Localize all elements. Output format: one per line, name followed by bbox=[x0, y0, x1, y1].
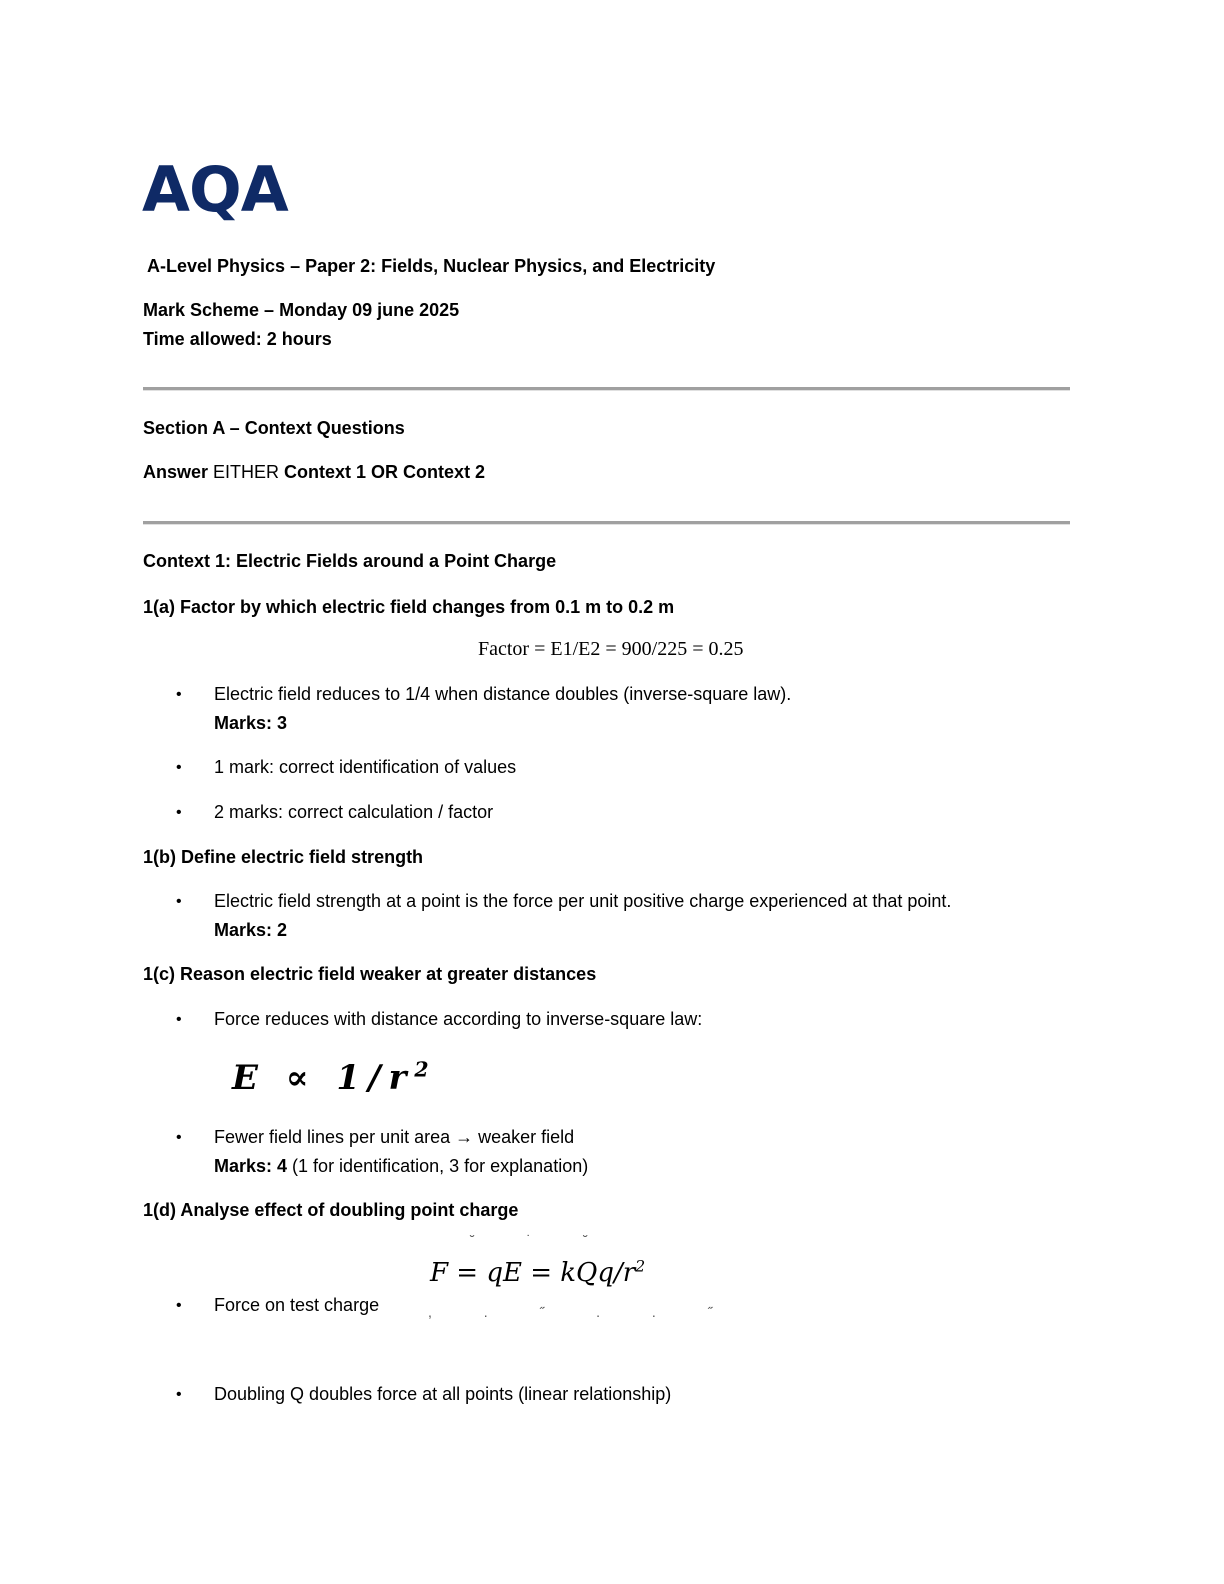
question-heading-1d: 1(d) Analyse effect of doubling point charge bbox=[143, 1200, 519, 1220]
instruction-rest: Context 1 OR Context 2 bbox=[284, 462, 486, 482]
question-heading-1b: 1(b) Define electric field strength bbox=[143, 847, 424, 867]
bullet-icon: • bbox=[176, 1386, 182, 1403]
marks-label: Marks: 4 bbox=[214, 1156, 288, 1176]
answer-text: Doubling Q doubles force at all points (linear relationship) bbox=[214, 1384, 672, 1404]
equation-exponent: 2 bbox=[414, 1057, 437, 1082]
section-instruction bbox=[143, 460, 485, 484]
answer-text: Electric field reduces to 1/4 when distance doubles (inverse-square law). bbox=[214, 684, 792, 704]
bullet-icon: • bbox=[176, 1297, 182, 1314]
answer-text: Electric field strength at a point is the force per unit positive charge experienced at that point. bbox=[214, 891, 952, 911]
instruction-either: EITHER bbox=[208, 462, 285, 482]
divider bbox=[143, 521, 1070, 525]
bullet-icon: • bbox=[176, 1011, 182, 1028]
divider bbox=[143, 387, 1070, 391]
marks-label: Marks: 3 bbox=[214, 713, 288, 733]
equation-lhs: E ∝ 1/r bbox=[232, 1058, 415, 1098]
bullet-icon: • bbox=[176, 804, 182, 821]
question-heading-1c: 1(c) Reason electric field weaker at greater distances bbox=[143, 964, 597, 984]
equation-inverse-square bbox=[232, 1058, 437, 1098]
render-artifact: ˘ ˙ ˘ bbox=[470, 1232, 612, 1248]
section-title: Section A – Context Questions bbox=[143, 418, 405, 438]
answer-text: Force on test charge bbox=[214, 1295, 380, 1315]
question-heading-1a: 1(a) Factor by which electric field changes from 0.1 m to 0.2 m bbox=[143, 597, 675, 617]
time-allowed: Time allowed: 2 hours bbox=[143, 329, 332, 349]
equation-force bbox=[430, 1258, 645, 1288]
equation-exponent: 2 bbox=[635, 1257, 646, 1276]
equation-factor: Factor = E1/E2 = 900/225 = 0.25 bbox=[478, 638, 744, 660]
answer-text: Force reduces with distance according to inverse-square law: bbox=[214, 1009, 703, 1029]
bullet-icon: • bbox=[176, 893, 182, 910]
marks-label: Marks: 2 bbox=[214, 920, 288, 940]
render-artifact: , . ˝ . . ˝ bbox=[428, 1304, 737, 1320]
instruction-prefix: Answer bbox=[143, 462, 209, 482]
context-title: Context 1: Electric Fields around a Point Charge bbox=[143, 551, 557, 571]
equation-lhs: F = qE = kQq/r bbox=[430, 1258, 636, 1288]
paper-subtitle: A-Level Physics – Paper 2: Fields, Nuclear Physics, and Electricity bbox=[147, 256, 716, 276]
answer-text: Fewer field lines per unit area → weaker field bbox=[214, 1127, 575, 1147]
marks-detail: (1 for identification, 3 for explanation) bbox=[287, 1156, 589, 1176]
aqa-logo: AQA bbox=[142, 153, 288, 226]
bullet-icon: • bbox=[176, 759, 182, 776]
mark-scheme-date: Mark Scheme – Monday 09 june 2025 bbox=[143, 300, 460, 320]
bullet-icon: • bbox=[176, 686, 182, 703]
answer-text: 2 marks: correct calculation / factor bbox=[214, 802, 494, 822]
bullet-icon: • bbox=[176, 1129, 182, 1146]
marks-line bbox=[214, 1154, 588, 1178]
answer-text: 1 mark: correct identification of values bbox=[214, 757, 517, 777]
